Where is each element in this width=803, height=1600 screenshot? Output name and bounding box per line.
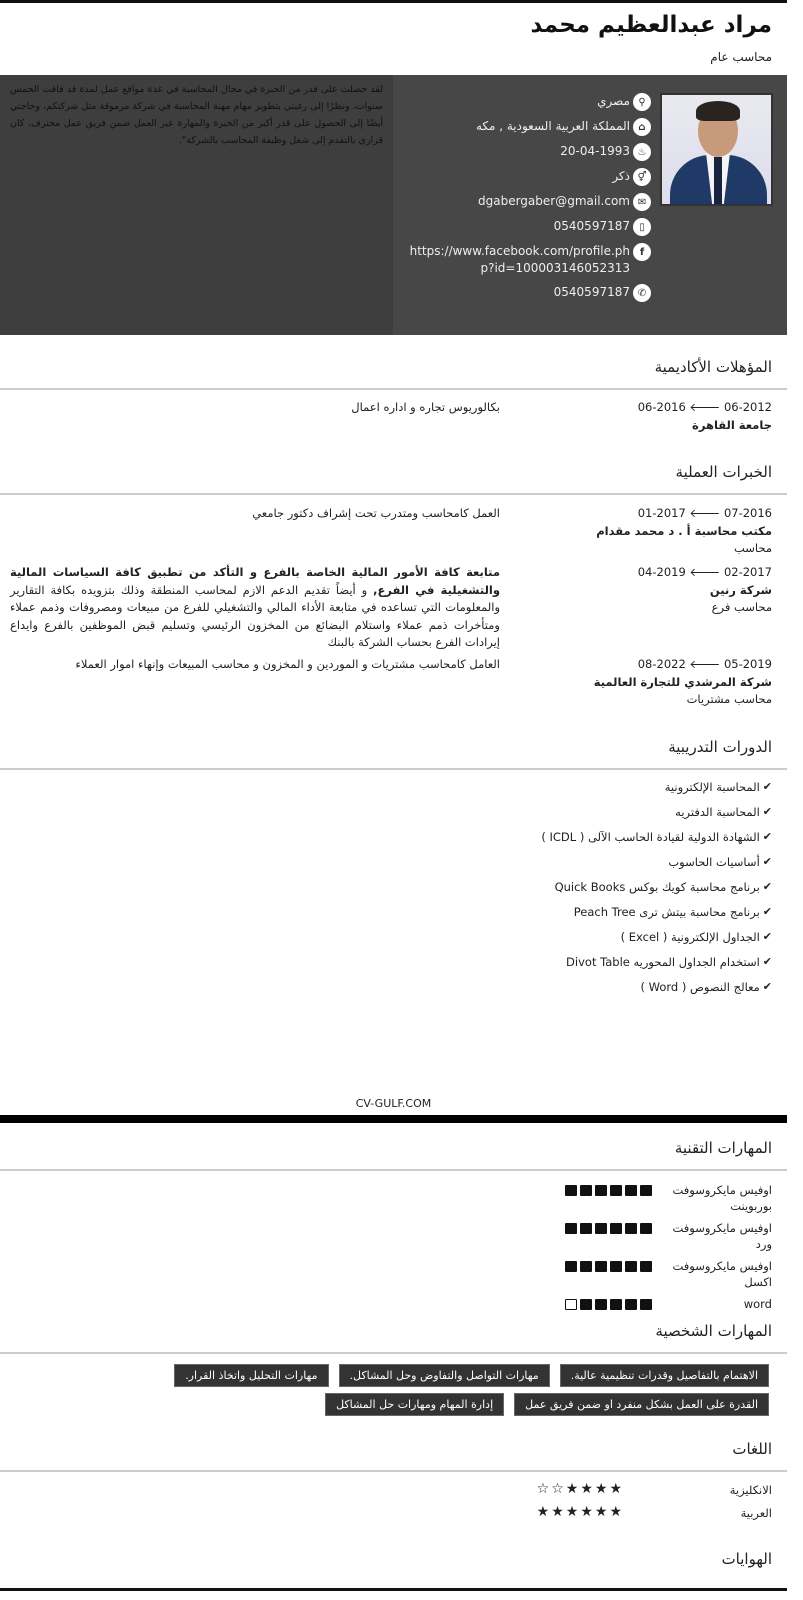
section-title: المهارات الشخصية (655, 1322, 772, 1340)
description-text: العمل كامحاسب ومتدرب تحت إشراف دكتور جامعي (252, 506, 500, 520)
star-filled-icon: ★ (580, 1481, 593, 1497)
check-icon: ✔ (762, 830, 772, 843)
star-filled-icon: ★ (580, 1504, 593, 1520)
languages-section (0, 1440, 787, 1528)
level-square (565, 1185, 577, 1196)
level-square (640, 1261, 652, 1272)
candidate-name: مراد عبدالعظيم محمد (530, 12, 772, 38)
birthday-cake-icon: ♨ (633, 143, 651, 161)
contact-item (391, 118, 651, 136)
divider (0, 1352, 787, 1354)
level-square (580, 1185, 592, 1196)
course-item (0, 980, 787, 1005)
gender-icon: ⚥ (633, 168, 651, 186)
check-icon: ✔ (762, 930, 772, 943)
star-filled-icon: ★ (565, 1504, 579, 1520)
email-icon: ✉ (633, 193, 651, 211)
mobile-icon: ▯ (633, 218, 651, 236)
date-range: 06-2016 🡐 06-2012 (637, 400, 772, 414)
language-item (0, 1482, 787, 1498)
skill-tag: الاهتمام بالتفاصيل وقدرات تنظيمية عالية. (560, 1364, 769, 1387)
level-square (625, 1223, 637, 1234)
level-square (625, 1261, 637, 1272)
course-item (0, 780, 787, 805)
date-range: 04-2019 🡐 02-2017 (637, 565, 772, 579)
level-square (640, 1185, 652, 1196)
check-icon: ✔ (762, 855, 772, 868)
bottom-bar (0, 1588, 787, 1591)
description-text: العامل كامحاسب مشتريات و الموردين و المخزون و محاسب المبيعات وإنهاء اموار العملاء (75, 657, 500, 671)
skill-name: word (743, 1297, 772, 1311)
rating-stars (537, 1482, 622, 1498)
course-item (0, 805, 787, 830)
contact-list (391, 93, 651, 309)
contact-item (391, 168, 651, 186)
check-icon: ✔ (762, 805, 772, 818)
check-icon: ✔ (762, 880, 772, 893)
contact-item (391, 193, 651, 211)
contact-text[interactable]: https://www.facebook.com/profile.php?id=100003146052313 (409, 244, 630, 275)
star-filled-icon: ★ (551, 1504, 564, 1520)
course-item (0, 955, 787, 980)
contact-text: مصري (597, 94, 630, 108)
course-item (0, 855, 787, 880)
level-square (595, 1299, 607, 1310)
skill-item (0, 1220, 787, 1252)
level-square (565, 1223, 577, 1234)
course-name: معالج النصوص ( Word ) (640, 980, 760, 994)
course-name: المحاسبة الإلكترونية (664, 780, 760, 794)
course-item (0, 930, 787, 955)
level-square (625, 1299, 637, 1310)
home-icon: ⌂ (633, 118, 651, 136)
institution: جامعة القاهرة (692, 417, 772, 432)
rating-stars (537, 1505, 622, 1521)
skill-item (0, 1182, 787, 1214)
course-item (0, 880, 787, 905)
check-icon: ✔ (762, 955, 772, 968)
course-item (0, 905, 787, 930)
date-range: 01-2017 🡐 07-2016 (637, 506, 772, 520)
course-name: برنامج محاسبة كويك بوكس Quick Books (554, 880, 760, 894)
language-name: العربية (740, 1506, 772, 1520)
divider (0, 1169, 787, 1171)
company: مكتب محاسبة أ . د محمد مقدام (596, 523, 772, 538)
level-square (580, 1261, 592, 1272)
divider (0, 493, 787, 495)
language-item (0, 1505, 787, 1521)
job-description (10, 505, 500, 523)
section-title: الهوايات (721, 1550, 772, 1568)
location-icon: ⚲ (633, 93, 651, 111)
course-name: الجداول الإلكترونية ( Excel ) (620, 930, 760, 944)
star-filled-icon: ★ (565, 1481, 579, 1497)
course-name: المحاسبة الدفتريه (675, 805, 760, 819)
role: محاسب فرع (711, 600, 772, 614)
education-section (0, 358, 787, 390)
star-filled-icon: ★ (594, 1481, 608, 1497)
skill-name: اوفيس مايكروسوفت بوربوينت (672, 1183, 772, 1213)
section-title: المهارات التقنية (674, 1139, 772, 1157)
course-name: الشهادة الدولية لقيادة الحاسب الآلى ( ICDL ) (541, 830, 760, 844)
courses-section (0, 738, 787, 1005)
level-square (640, 1223, 652, 1234)
profile-photo (660, 93, 773, 206)
page-break (0, 1115, 787, 1123)
section-title: المؤهلات الأكاديمية (654, 358, 772, 376)
divider (0, 768, 787, 770)
skill-tag: مهارات التحليل واتخاذ القرار. (174, 1364, 328, 1387)
divider (0, 388, 787, 390)
star-filled-icon: ★ (536, 1504, 550, 1520)
date-range: 08-2022 🡐 05-2019 (637, 657, 772, 671)
check-icon: ✔ (762, 905, 772, 918)
skill-item (0, 1258, 787, 1290)
skill-tag: إدارة المهام ومهارات حل المشاكل (325, 1393, 504, 1416)
level-square (610, 1299, 622, 1310)
description-text: و أيضاً تقديم الدعم الازم لمحاسب المنطقة وذلك بتزويده بكافة التقارير والمعلومات التي تساعده في متابعة الأداء المالي والتشغيلي للفرع من مبيعات ومصروفات وذمم عملاء ومتأخرات ذمم عملاء واستلام البضائع من المخزون الرئيسي وتسليم قبض الموظفين بالفرع وايداع إيرادات الفرع بحساب الشركة بالبنك (10, 582, 500, 649)
contact-text: المملكة العربية السعودية , مكه (475, 119, 630, 133)
company: شركة رنين (709, 582, 772, 597)
role: محاسب مشتريات (686, 692, 772, 706)
contact-item (391, 143, 651, 161)
role: محاسب (733, 541, 772, 555)
contact-text: ذكر (612, 169, 630, 183)
technical-skills-section (0, 1139, 787, 1318)
company: شركة المرشدي للتجارة العالمية (593, 674, 772, 689)
star-empty-icon: ☆ (536, 1481, 550, 1497)
section-title: الخبرات العملية (675, 463, 772, 481)
contact-item (391, 284, 651, 302)
contact-item (391, 243, 651, 277)
check-icon: ✔ (762, 780, 772, 793)
skill-item (0, 1296, 787, 1312)
level-square (595, 1223, 607, 1234)
skill-name: اوفيس مايكروسوفت ورد (672, 1221, 772, 1251)
divider (0, 1470, 787, 1472)
footer-site[interactable]: CV-GULF.COM (355, 1097, 432, 1110)
degree: بكالوريوس تجاره و اداره اعمال (351, 400, 500, 414)
course-item (0, 830, 787, 855)
star-filled-icon: ★ (609, 1481, 622, 1497)
level-square (610, 1185, 622, 1196)
job-description (10, 656, 500, 674)
level-square (565, 1299, 577, 1310)
section-title: اللغات (732, 1440, 772, 1458)
level-square (625, 1185, 637, 1196)
star-filled-icon: ★ (609, 1504, 622, 1520)
skill-level-bar (565, 1223, 652, 1252)
level-square (595, 1185, 607, 1196)
facebook-icon: f (633, 243, 651, 261)
language-name: الانكليزية (729, 1483, 772, 1497)
contact-item (391, 93, 651, 111)
skill-tag: القدرة على العمل بشكل منفرد او ضمن فريق عمل (514, 1393, 769, 1416)
course-name: أساسيات الحاسوب (668, 855, 760, 869)
experience-section (0, 463, 787, 495)
level-square (595, 1261, 607, 1272)
star-filled-icon: ★ (594, 1504, 608, 1520)
contact-text: 0540597187 (553, 285, 630, 299)
contact-item (391, 218, 651, 236)
contact-text[interactable]: dgabergaber@gmail.com (478, 194, 630, 208)
level-square (580, 1223, 592, 1234)
education-item (15, 399, 772, 439)
level-square (640, 1299, 652, 1310)
skill-level-bar (565, 1299, 652, 1312)
level-square (565, 1261, 577, 1272)
course-name: برنامج محاسبة بيتش ترى Peach Tree (573, 905, 760, 919)
skill-level-bar (565, 1261, 652, 1290)
check-icon: ✔ (762, 980, 772, 993)
whatsapp-icon: ✆ (633, 284, 651, 302)
star-empty-icon: ☆ (551, 1481, 564, 1497)
skill-tag: مهارات التواصل والتفاوض وحل المشاكل. (339, 1364, 550, 1387)
contact-text: 20-04-1993 (560, 144, 630, 158)
personal-skills-section (0, 1322, 787, 1416)
level-square (610, 1261, 622, 1272)
course-name: استخدام الجداول المحوريه Divot Table (566, 955, 760, 969)
section-title: الدورات التدريبية (668, 738, 772, 756)
level-square (580, 1299, 592, 1310)
skill-name: اوفيس مايكروسوفت اكسل (672, 1259, 772, 1289)
job-title: محاسب عام (710, 50, 772, 64)
top-bar (0, 0, 787, 3)
summary-text: لقد حصلت على قدر من الخبرة في مجال المحاسبة في عدة مواقع عمل لمدة قد فاقت الخمس سنوات، ونظرًا إلى رغبتي بتطوير مهام مهنة المحاسبة في شركة مرموقة مثل شركتكم، وحاجتي أيضًا إلى الحصول على قدر أكبر من الخبرة والمهارة عبر العمل ضمن فريق عمل محترف، كان قراري بالتقدم إلى شغل وظيفة المحاسب بالشركة". (0, 75, 393, 335)
hobbies-section (0, 1550, 787, 1572)
level-square (610, 1223, 622, 1234)
profile-panel (0, 75, 787, 335)
job-description (10, 564, 500, 652)
skill-level-bar (565, 1185, 652, 1214)
contact-text[interactable]: 0540597187 (553, 219, 630, 233)
description-highlight: متابعة كافة الأمور المالية الخاصة بالفرع و التأكد من تطبيق كافة السياسات المالية والتشغيلية في الفرع, (10, 565, 500, 597)
